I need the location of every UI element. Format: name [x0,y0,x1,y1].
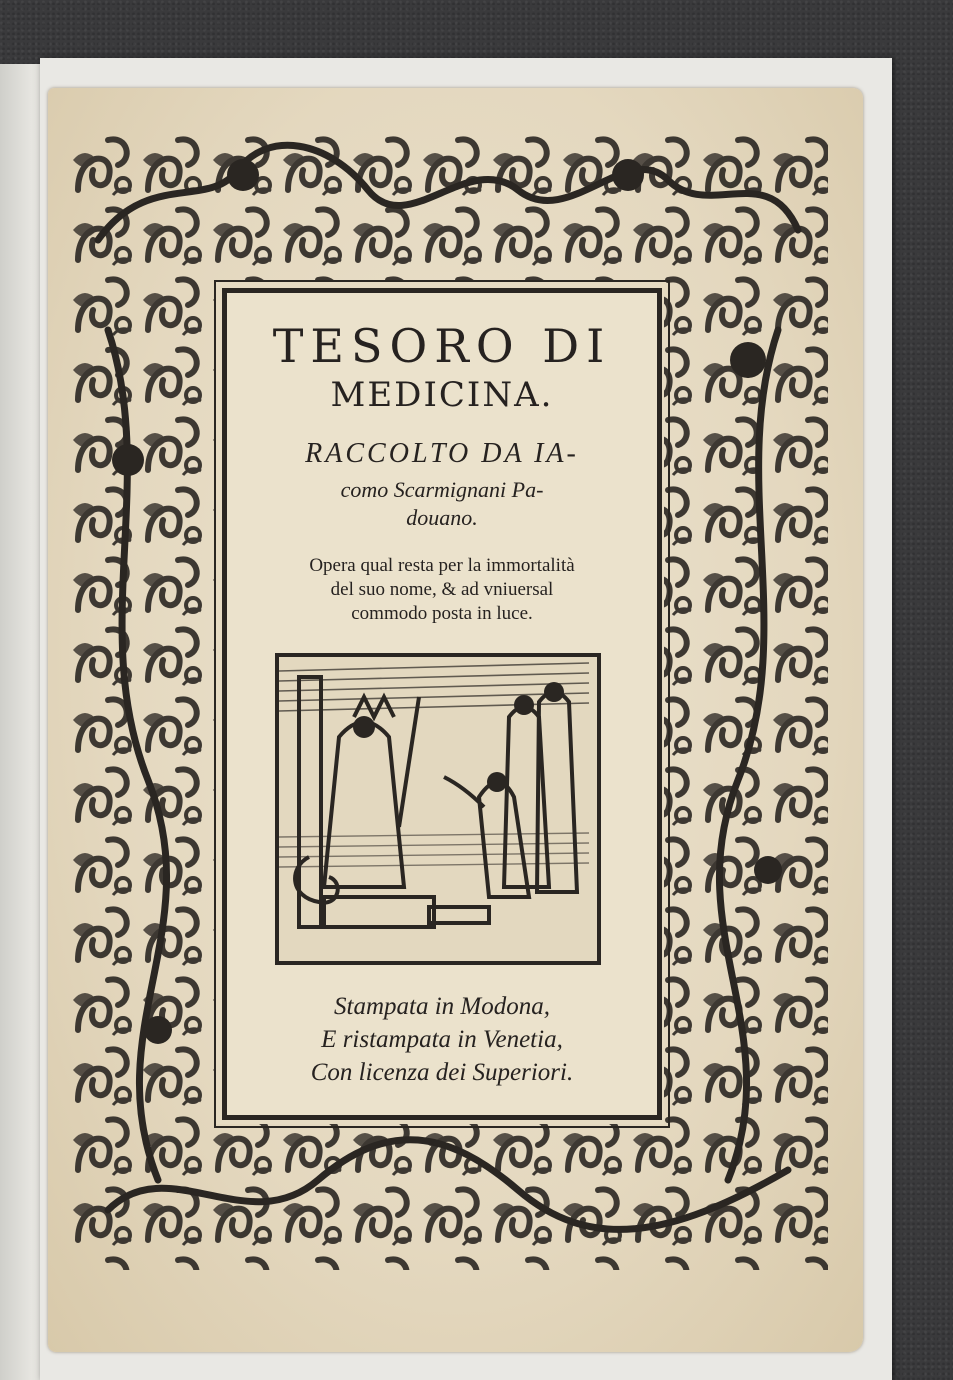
description-line-3: commodo posta in luce. [351,603,533,624]
woodcut-king-audience-icon [279,657,589,953]
woodcut-illustration [275,653,601,965]
title-panel [222,288,662,1120]
description-line-1: Opera qual resta per la immortalità [309,555,575,576]
description-line-2: del suo nome, & ad vniuersal [330,579,554,600]
imprint-line-1: Stampata in Modona, [334,993,550,1020]
title-line-1: TESORO DI [272,319,612,373]
subtitle-line-1: RACCOLTO DA IA- [305,438,579,469]
imprint-line-3: Con licenza dei Superiori. [310,1059,574,1086]
imprint-line-2: E ristampata in Venetia, [321,1026,563,1053]
subtitle-line-2: como Scarmignani Pa- [340,477,544,502]
subtitle-line-3: douano. [406,505,478,530]
title-line-2: MEDICINA. [330,375,554,415]
